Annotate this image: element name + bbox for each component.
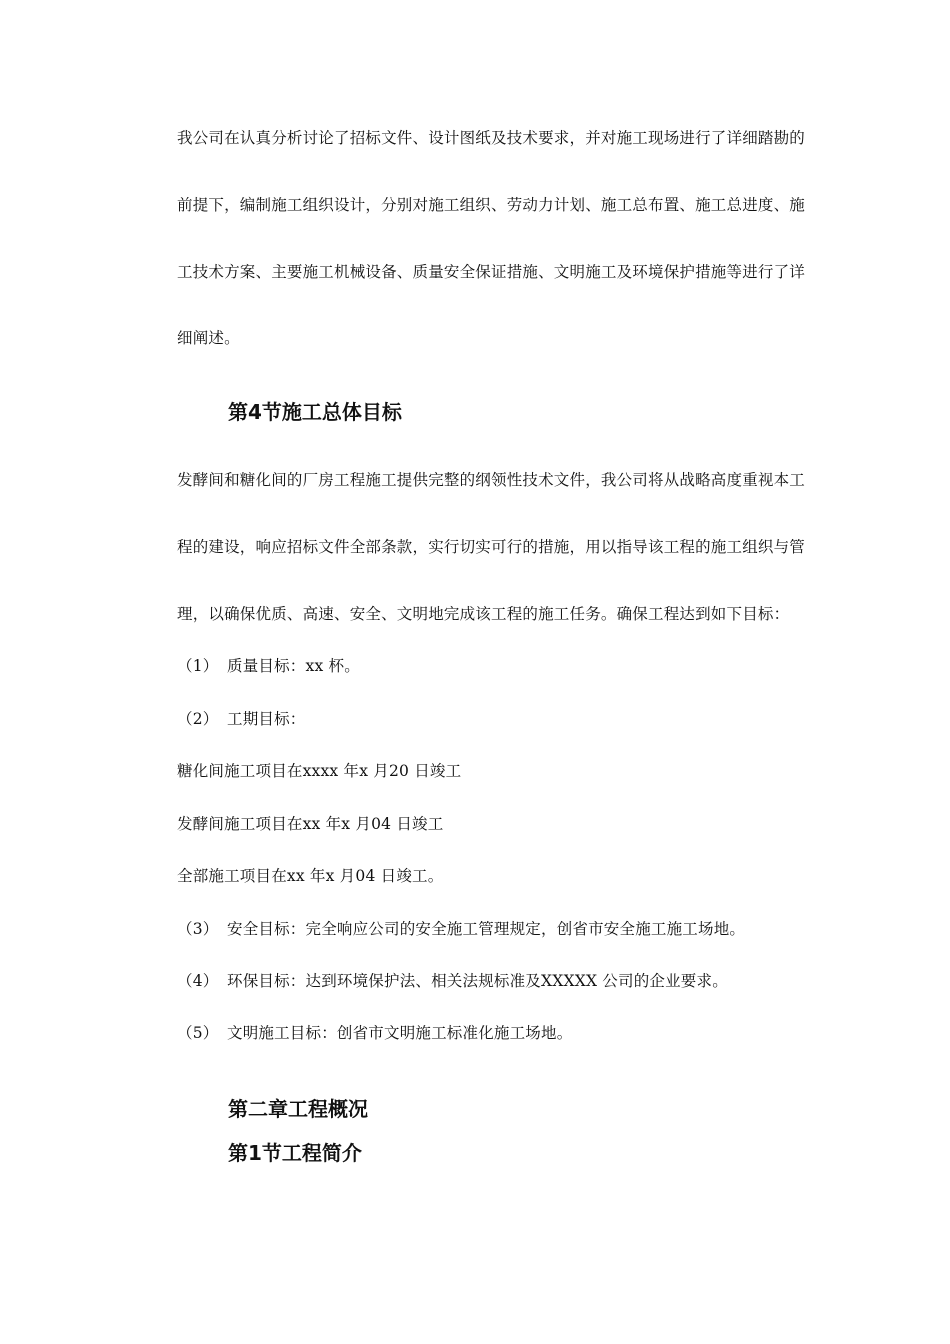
list-item — [177, 708, 306, 730]
list-item-text: 工期目标： — [227, 710, 306, 728]
list-item-number: （2） — [177, 710, 219, 728]
chapter-heading: 第二章工程概况 — [228, 1097, 368, 1121]
section-paragraph-line-2: 程的建设，响应招标文件全部条款，实行切实可行的措施，用以指导该工程的施工组织与管 — [177, 538, 806, 556]
intro-line-3: 工技术方案、主要施工机械设备、质量安全保证措施、文明施工及环境保护措施等进行了详 — [177, 263, 806, 281]
intro-line-2: 前提下，编制施工组织设计，分别对施工组织、劳动力计划、施工总布置、施工总进度、施 — [177, 196, 806, 214]
list-item-text: 质量目标：xx 杯。 — [227, 657, 360, 675]
intro-line-1: 我公司在认真分析讨论了招标文件、设计图纸及技术要求，并对施工现场进行了详细踏勘的 — [177, 129, 806, 147]
list-item — [177, 918, 745, 940]
schedule-line-1: 糖化间施工项目在xxxx 年x 月20 日竣工 — [177, 762, 462, 780]
list-item-text: 环保目标：达到环境保护法、相关法规标准及XXXXX 公司的企业要求。 — [227, 972, 728, 990]
section-paragraph-line-1: 发酵间和糖化间的厂房工程施工提供完整的纲领性技术文件，我公司将从战略高度重视本工 — [177, 471, 806, 489]
section-heading: 第4节施工总体目标 — [228, 400, 402, 424]
list-item-text: 文明施工目标：创省市文明施工标准化施工场地。 — [227, 1024, 573, 1042]
list-item — [177, 970, 728, 992]
list-item — [177, 655, 360, 677]
list-item-number: （3） — [177, 920, 219, 938]
schedule-line-2: 发酵间施工项目在xx 年x 月04 日竣工 — [177, 815, 444, 833]
section-heading: 第1节工程简介 — [228, 1141, 362, 1165]
list-item-number: （4） — [177, 972, 219, 990]
schedule-line-3: 全部施工项目在xx 年x 月04 日竣工。 — [177, 867, 444, 885]
section-paragraph-line-3: 理，以确保优质、高速、安全、文明地完成该工程的施工任务。确保工程达到如下目标： — [177, 605, 790, 623]
list-item — [177, 1022, 572, 1044]
intro-line-4: 细阐述。 — [177, 329, 240, 347]
list-item-number: （1） — [177, 657, 219, 675]
list-item-text: 安全目标：完全响应公司的安全施工管理规定，创省市安全施工施工场地。 — [227, 920, 746, 938]
list-item-number: （5） — [177, 1024, 219, 1042]
